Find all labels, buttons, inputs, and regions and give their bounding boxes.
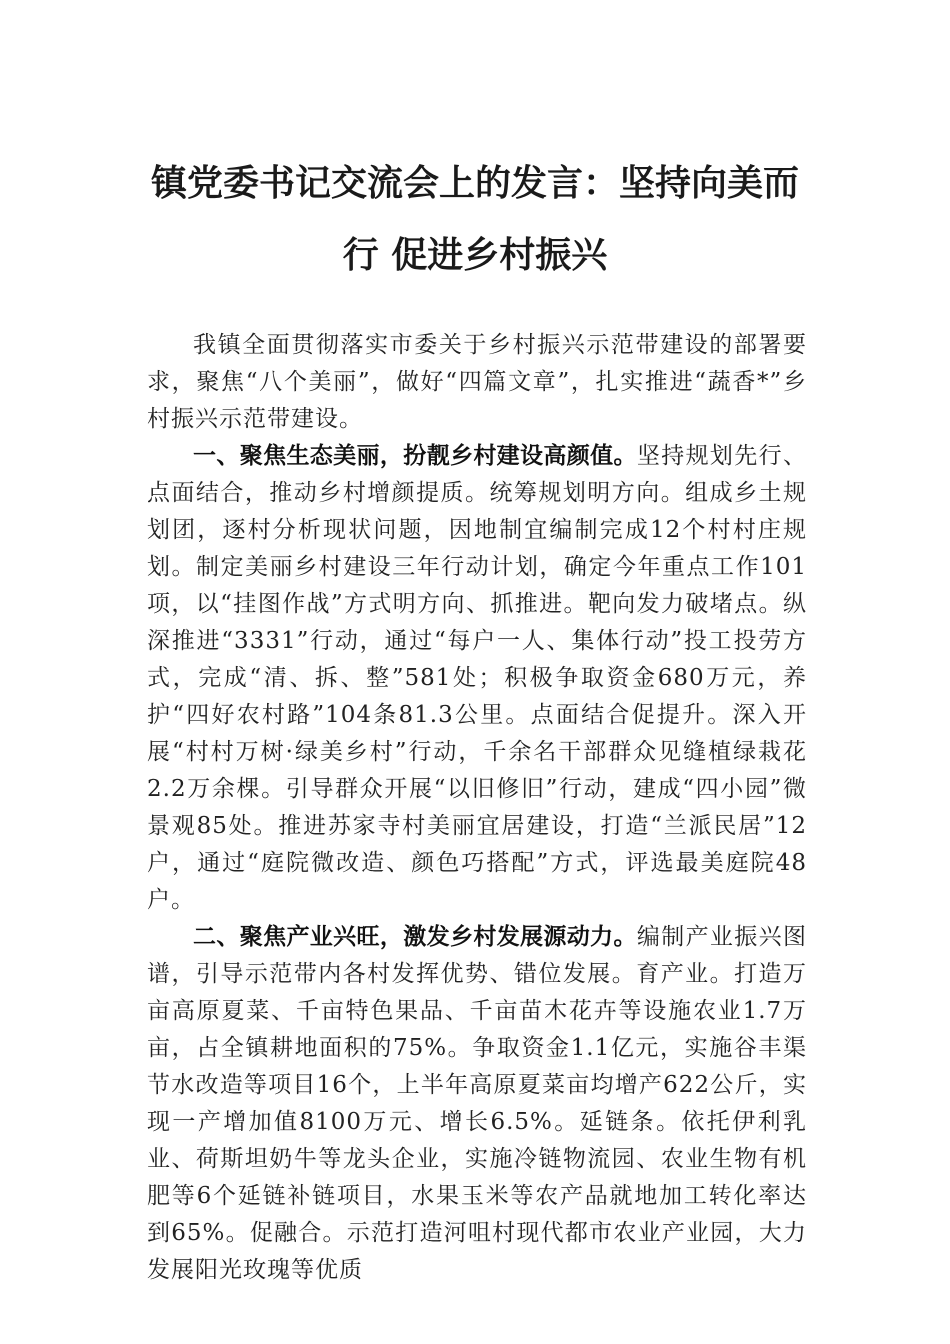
section-2-heading: 二、聚焦产业兴旺，激发乡村发展源动力。	[193, 924, 637, 950]
paragraph-text: 我镇全面贯彻落实市委关于乡村振兴示范带建设的部署要求，聚焦“八个美丽”，做好“四篇文章”，扎实推进“蔬香*”乡村振兴示范带建设。	[147, 332, 807, 432]
paragraph-text: 编制产业振兴图谱，引导示范带内各村发挥优势、错位发展。育产业。打造万亩高原夏菜、千亩特色果品、千亩苗木花卉等设施农业1.7万亩，占全镇耕地面积的75%。争取资金1.1亿元，实施谷丰渠节水改造等项目16个，上半年高原夏菜亩均增产622公斤，实现一产增加值8100万元、增长6.5%。延链条。依托伊利乳业、荷斯坦奶牛等龙头企业，实施冷链物流园、农业生物有机肥等6个延链补链项目，水果玉米等农产品就地加工转化率达到65%。促融合。示范打造河咀村现代都市农业产业园，大力发展阳光玫瑰等优质	[147, 924, 808, 1283]
document-body	[147, 327, 807, 1289]
section-1-heading: 一、聚焦生态美丽，扮靓乡村建设高颜值。	[193, 443, 637, 469]
document-title-line-2: 行 促进乡村振兴	[342, 234, 608, 276]
intro-paragraph	[147, 327, 807, 438]
section-1-paragraph	[147, 438, 807, 919]
section-2-paragraph	[147, 919, 807, 1289]
document-title-line-1: 镇党委书记交流会上的发言：坚持向美而	[150, 162, 799, 204]
paragraph-text: 坚持规划先行、点面结合，推动乡村增颜提质。统筹规划明方向。组成乡土规划团，逐村分析现状问题，因地制宜编制完成12个村村庄规划。制定美丽乡村建设三年行动计划，确定今年重点工作101项，以“挂图作战”方式明方向、抓推进。靶向发力破堵点。纵深推进“3331”行动，通过“每户一人、集体行动”投工投劳方式，完成“清、拆、整”581处；积极争取资金680万元，养护“四好农村路”104条81.3公里。点面结合促提升。深入开展“村村万树·绿美乡村”行动，千余名干部群众见缝植绿栽花2.2万余棵。引导群众开展“以旧修旧”行动，建成“四小园”微景观85处。推进苏家寺村美丽宜居建设，打造“兰派民居”12户，通过“庭院微改造、颜色巧搭配”方式，评选最美庭院48户。	[147, 443, 808, 913]
